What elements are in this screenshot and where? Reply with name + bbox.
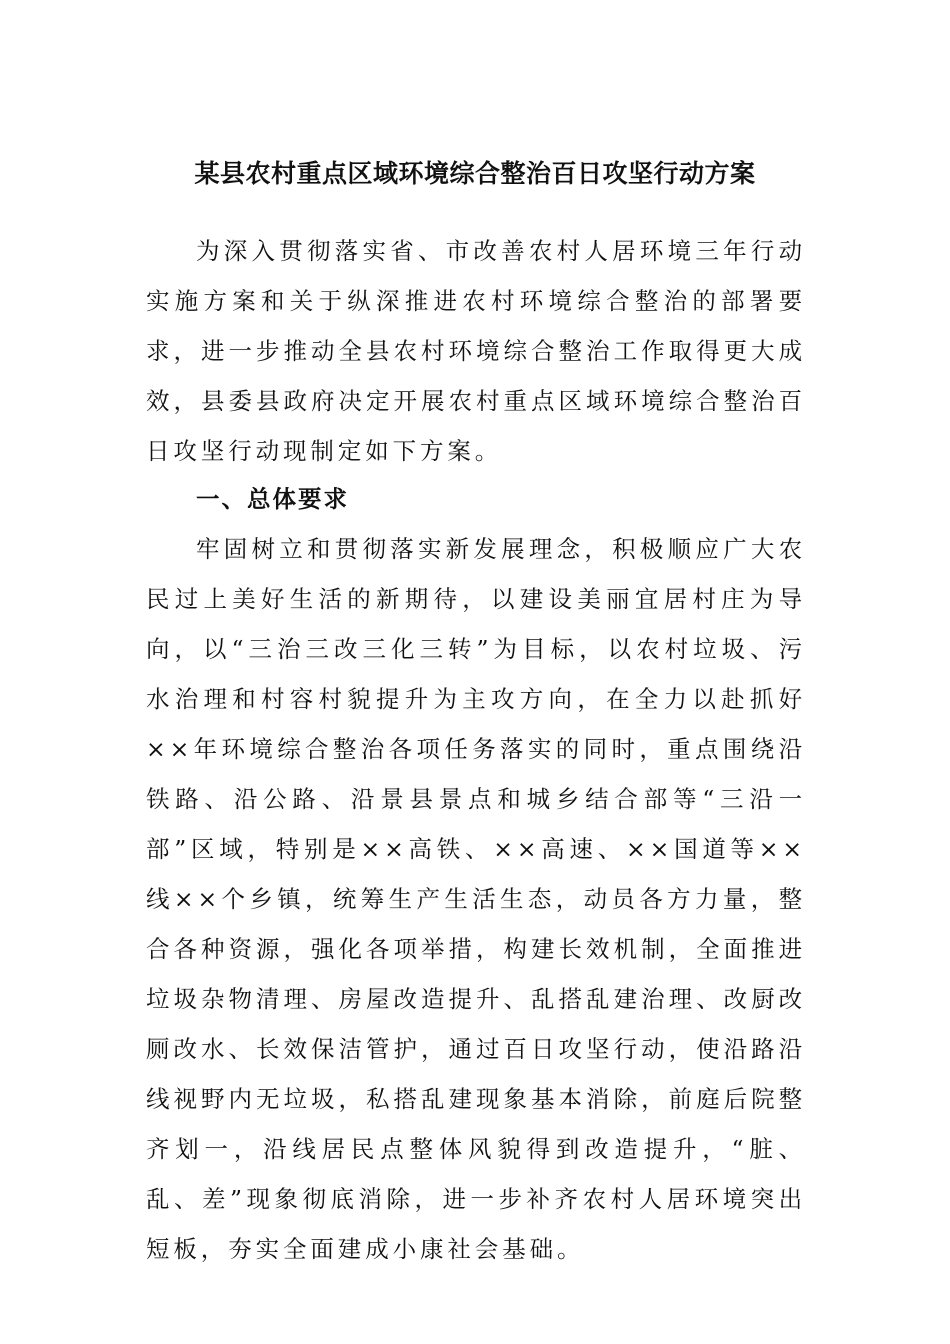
section-heading: 一、总体要求 (196, 485, 349, 513)
requirements-paragraph: 牢固树立和贯彻落实新发展理念，积极顺应广大农民过上美好生活的新期待，以建设美丽宜居村庄为导向，以“三治三改三化三转”为目标，以农村垃圾、污水治理和村容村貌提升为主攻方向，在全力以赴抓好××年环境综合整治各项任务落实的同时，重点围绕沿铁路、沿公路、沿景县景点和城乡结合部等“三沿一部”区域，特别是××高铁、××高速、××国道等××线××个乡镇，统筹生产生活生态，动员各方力量，整合各种资源，强化各项举措，构建长效机制，全面推进垃圾杂物清理、房屋改造提升、乱搭乱建治理、改厨改厕改水、长效保洁管护，通过百日攻坚行动，使沿路沿线视野内无垃圾，私搭乱建现象基本消除，前庭后院整齐划一，沿线居民点整体风貌得到改造提升，“脏、乱、差”现象彻底消除，进一步补齐农村人居环境突出短板，夯实全面建成小康社会基础。 (146, 535, 806, 1263)
document-title: 某县农村重点区域环境综合整治百日攻坚行动方案 (194, 159, 756, 188)
intro-paragraph: 为深入贯彻落实省、市改善农村人居环境三年行动实施方案和关于纵深推进农村环境综合整治的部署要求，进一步推动全县农村环境综合整治工作取得更大成效，县委县政府决定开展农村重点区域环境综合整治百日攻坚行动现制定如下方案。 (146, 237, 806, 465)
